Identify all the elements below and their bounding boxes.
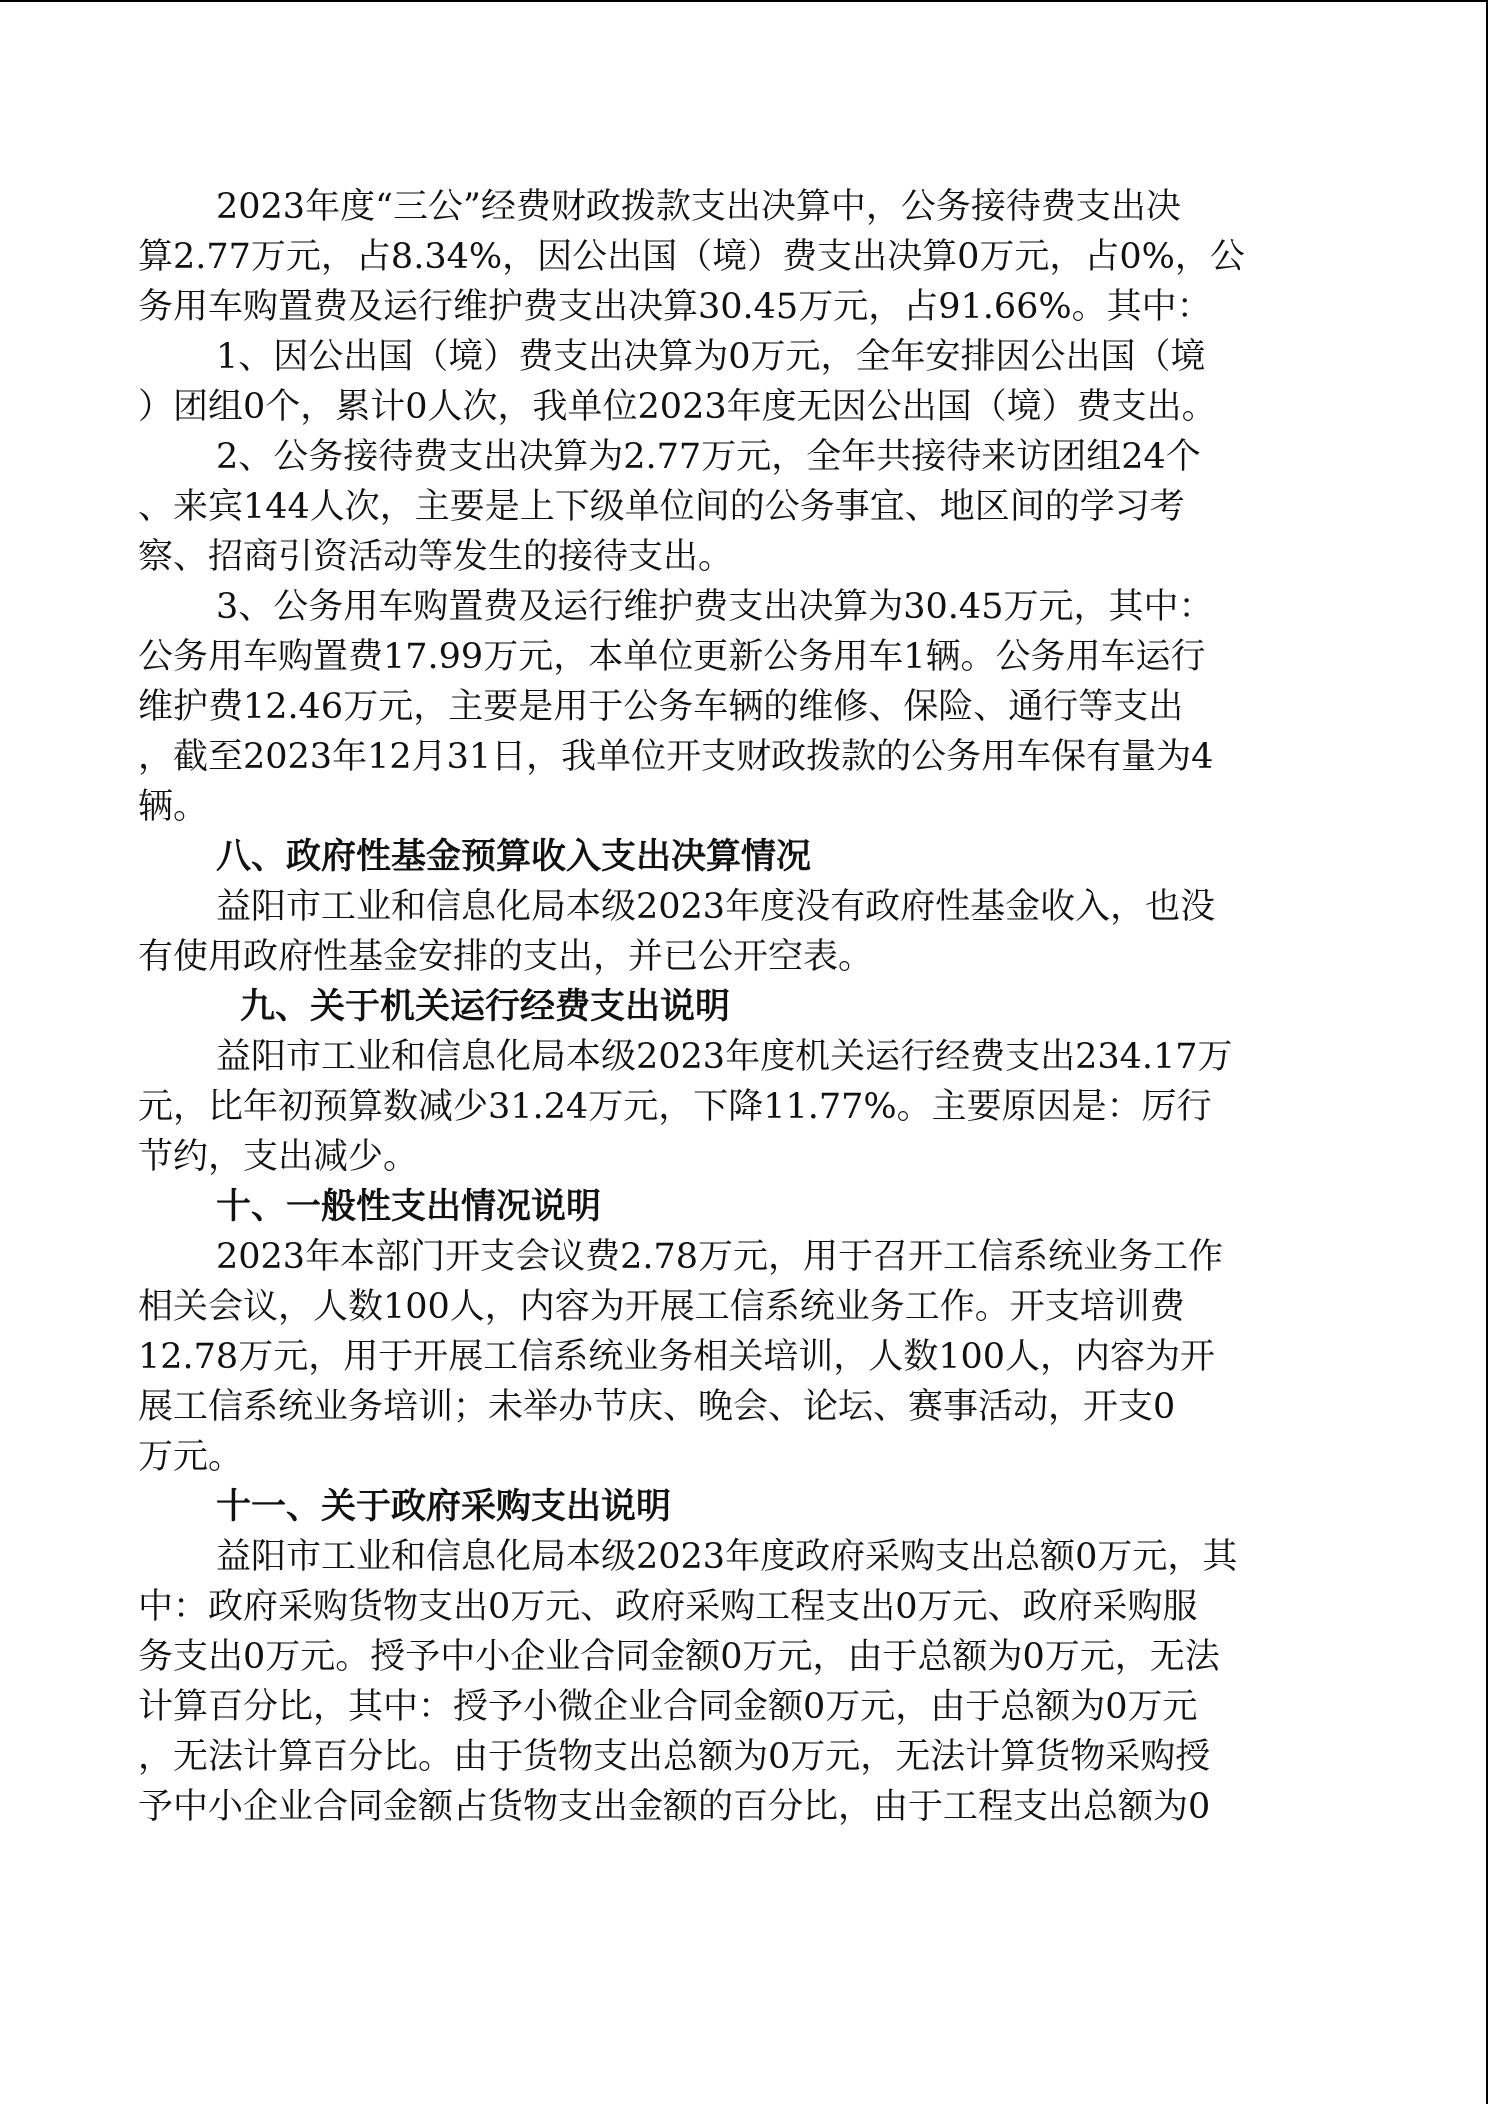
paragraph-line: 元，比年初预算数减少31.24万元，下降11.77%。主要原因是：厉行 [138,1087,1212,1127]
paragraph-line: 1、因公出国（境）费支出决算为0万元，全年安排因公出国（境 [216,337,1206,377]
paragraph-line: 益阳市工业和信息化局本级2023年度政府采购支出总额0万元，其 [216,1537,1238,1577]
paragraph-line: 2023年度“三公”经费财政拨款支出决算中，公务接待费支出决 [216,187,1181,227]
paragraph-line: 务用车购置费及运行维护费支出决算30.45万元，占91.66%。其中： [138,287,1212,327]
paragraph-line: 予中小企业合同金额占货物支出金额的百分比，由于工程支出总额为0 [138,1787,1211,1827]
paragraph-line: 计算百分比，其中：授予小微企业合同金额0万元，由于总额为0万元 [138,1687,1198,1727]
paragraph-line: 相关会议，人数100人，内容为开展工信系统业务工作。开支培训费 [138,1287,1185,1327]
paragraph-line: 辆。 [138,787,209,827]
paragraph-line: 万元。 [138,1437,244,1477]
paragraph-line: 、来宾144人次，主要是上下级单位间的公务事宜、地区间的学习考 [138,487,1185,527]
paragraph-line: 有使用政府性基金安排的支出，并已公开空表。 [138,937,874,977]
paragraph-line: 节约，支出减少。 [138,1137,419,1177]
paragraph-line: 中：政府采购货物支出0万元、政府采购工程支出0万元、政府采购服 [138,1587,1198,1627]
section-heading-10: 十、一般性支出情况说明 [216,1186,602,1227]
paragraph-line: 展工信系统业务培训；未举办节庆、晚会、论坛、赛事活动，开支0 [138,1387,1176,1427]
paragraph-line: ，无法计算百分比。由于货物支出总额为0万元，无法计算货物采购授 [138,1737,1211,1777]
paragraph-line: 维护费12.46万元，主要是用于公务车辆的维修、保险、通行等支出 [138,687,1184,727]
page-border-top [0,0,1486,2]
paragraph-line: 12.78万元，用于开展工信系统业务相关培训，人数100人，内容为开 [138,1337,1216,1377]
paragraph-line: 察、招商引资活动等发生的接待支出。 [138,537,734,577]
paragraph-line: ）团组0个，累计0人次，我单位2023年度无因公出国（境）费支出。 [138,387,1217,427]
paragraph-line: 务支出0万元。授予中小企业合同金额0万元，由于总额为0万元，无法 [138,1637,1220,1677]
paragraph-line: 2、公务接待费支出决算为2.77万元，全年共接待来访团组24个 [216,437,1201,477]
section-heading-9: 九、关于机关运行经费支出说明 [240,986,731,1027]
paragraph-line: ，截至2023年12月31日，我单位开支财政拨款的公务用车保有量为4 [138,737,1214,777]
document-body [138,182,1350,1832]
section-heading-8: 八、政府性基金预算收入支出决算情况 [216,836,812,877]
paragraph-line: 算2.77万元，占8.34%，因公出国（境）费支出决算0万元，占0%，公 [138,237,1245,277]
paragraph-line: 益阳市工业和信息化局本级2023年度机关运行经费支出234.17万 [216,1037,1233,1077]
paragraph-line: 益阳市工业和信息化局本级2023年度没有政府性基金收入，也没 [216,887,1216,927]
paragraph-line: 公务用车购置费17.99万元，本单位更新公务用车1辆。公务用车运行 [138,637,1206,677]
section-heading-11: 十一、关于政府采购支出说明 [216,1486,672,1527]
paragraph-line: 3、公务用车购置费及运行维护费支出决算为30.45万元，其中： [216,587,1214,627]
paragraph-line: 2023年本部门开支会议费2.78万元，用于召开工信系统业务工作 [216,1237,1224,1277]
